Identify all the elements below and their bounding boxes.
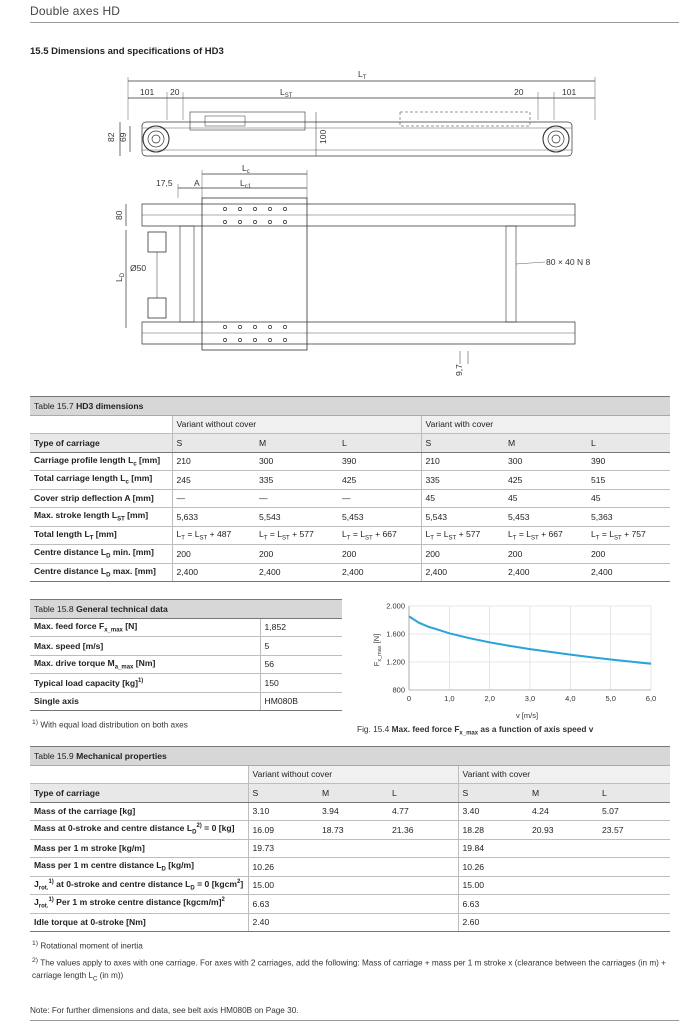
table-cell: 23.57 <box>598 821 670 840</box>
header-cell: S <box>248 784 318 803</box>
table-cell: 200 <box>504 545 587 564</box>
footer-note: Note: For further dimensions and data, see belt axis HM080B on Page 30. <box>30 1006 299 1015</box>
footnote-2: $^{2)}$ The values apply to axes with one carriage. For axes with 2 carriages, add the following: Mass of carriage + mass per 1 m stroke x (clearance between the carriages (in m) + carriage length $L_C$ (in m)) <box>32 957 666 983</box>
table-cell: 200 <box>421 545 504 564</box>
header-cell: M <box>318 784 388 803</box>
dim-lc1: $L_{c1}$ <box>240 178 252 190</box>
table-cell: 200 <box>172 545 255 564</box>
y-tick-label: 1.200 <box>386 657 405 667</box>
group-without-cover: Variant without cover <box>172 415 421 434</box>
dim-20-right: 20 <box>514 87 524 97</box>
x-tick-label: 5,0 <box>605 694 616 703</box>
table-cell: 245 <box>172 471 255 490</box>
table-cell: 5.07 <box>598 802 670 821</box>
table-cell: 150 <box>260 674 342 693</box>
table-cell: 2,400 <box>587 563 670 582</box>
table-row <box>30 674 342 693</box>
table-cell: $L_T = L_{ST} + 667$ <box>338 526 421 545</box>
row-label: Centre distance $L_D$ min. [mm] <box>30 545 172 564</box>
table-cell: 300 <box>255 452 338 471</box>
dim-lc: $L_c$ <box>242 163 250 175</box>
table-cell: 19.73 <box>248 839 458 858</box>
row-label: Centre distance $L_D$ max. [mm] <box>30 563 172 582</box>
figure-caption <box>357 724 593 737</box>
table-cell: 10.26 <box>458 858 670 877</box>
dim-17-5: 17,5 <box>156 178 173 188</box>
footnote-mark: 1) <box>32 940 39 947</box>
footnote-text: With equal load distribution on both axes <box>40 720 188 730</box>
table-row <box>30 618 342 637</box>
row-label: Cover strip deflection A [mm] <box>30 489 172 508</box>
group-row <box>30 415 670 434</box>
x-tick-label: 4,0 <box>565 694 576 703</box>
table-cell: $L_T = L_{ST} + 487$ <box>172 526 255 545</box>
footnote-mark: 2) <box>32 957 39 964</box>
table-cell: 3.40 <box>458 802 528 821</box>
row-label: Total carriage length $L_c$ [mm] <box>30 471 172 490</box>
row-label: Max. stroke length $L_{ST}$ [mm] <box>30 508 172 527</box>
table-cell: 45 <box>421 489 504 508</box>
table-cell: 210 <box>421 452 504 471</box>
table-cell: 2,400 <box>504 563 587 582</box>
table-row <box>30 858 670 877</box>
group-with-cover: Variant with cover <box>421 415 670 434</box>
table-cell: 18.73 <box>318 821 388 840</box>
table-cell: 425 <box>504 471 587 490</box>
header-cell: L <box>388 784 458 803</box>
header-row <box>30 434 670 453</box>
table-cell: 4.24 <box>528 802 598 821</box>
table-cell: 20.93 <box>528 821 598 840</box>
table-cell: $L_T = L_{ST} + 757$ <box>587 526 670 545</box>
table-row <box>30 637 342 656</box>
table-general-technical-data <box>30 599 342 711</box>
table-cell: 5,543 <box>255 508 338 527</box>
header-rule <box>30 22 679 23</box>
table-row <box>30 655 342 674</box>
footnote-1 <box>32 940 143 951</box>
caption-number: Table 15.8 <box>34 603 74 614</box>
table-cell: 6.63 <box>248 895 458 914</box>
table-cell: 515 <box>587 471 670 490</box>
table-row <box>30 876 670 895</box>
table-cell: 5,633 <box>172 508 255 527</box>
dim-101-left: 101 <box>140 87 155 97</box>
table-cell: 200 <box>338 545 421 564</box>
table-cell: — <box>255 489 338 508</box>
table-row <box>30 895 670 914</box>
group-with-cover: Variant with cover <box>458 765 670 784</box>
dim-20-left: 20 <box>170 87 180 97</box>
table-cell: 1,852 <box>260 618 342 637</box>
row-label: Typical load capacity [kg]$^{1)}$ <box>30 674 260 693</box>
table-row <box>30 526 670 545</box>
table-cell: 200 <box>587 545 670 564</box>
table-cell: 425 <box>338 471 421 490</box>
table-cell: — <box>338 489 421 508</box>
row-label: Single axis <box>30 692 260 711</box>
table-cell: 15.00 <box>248 876 458 895</box>
table-cell: 5,453 <box>338 508 421 527</box>
table-cell: 300 <box>504 452 587 471</box>
table-cell: 2,400 <box>172 563 255 582</box>
header-cell: M <box>255 434 338 453</box>
header-label: Type of carriage <box>30 784 248 803</box>
table-row <box>30 545 670 564</box>
table-cell: 15.00 <box>458 876 670 895</box>
technical-drawing <box>30 64 679 382</box>
table-cell: 45 <box>587 489 670 508</box>
table-cell: 16.09 <box>248 821 318 840</box>
table-cell: 200 <box>255 545 338 564</box>
dim-lt: $L_T$ <box>358 69 367 81</box>
figure-number: Fig. 15.4 <box>357 724 390 734</box>
row-label: Idle torque at 0-stroke [Nm] <box>30 913 248 932</box>
table-cell: 56 <box>260 655 342 674</box>
dim-80: 80 <box>114 210 124 220</box>
row-label: Mass of the carriage [kg] <box>30 802 248 821</box>
caption-title: HD3 dimensions <box>76 400 144 411</box>
row-label: Mass per 1 m stroke [kg/m] <box>30 839 248 858</box>
caption-number: Table 15.9 <box>34 750 74 761</box>
table-caption <box>30 747 670 766</box>
row-label: Mass per 1 m centre distance $L_D$ [kg/m] <box>30 858 248 877</box>
row-label: Carriage profile length $L_c$ [mm] <box>30 452 172 471</box>
table-cell: 2.40 <box>248 913 458 932</box>
table-row <box>30 913 670 932</box>
footer-rule <box>30 1020 679 1021</box>
header-row <box>30 784 670 803</box>
table-row <box>30 692 342 711</box>
header-cell: L <box>338 434 421 453</box>
table-cell: 10.26 <box>248 858 458 877</box>
row-label: Max. speed [m/s] <box>30 637 260 656</box>
footnote-t158 <box>32 719 188 730</box>
y-axis-label: $F_{x\_max}$ [N] <box>372 633 383 667</box>
table-cell: 335 <box>255 471 338 490</box>
group-without-cover: Variant without cover <box>248 765 458 784</box>
row-label: Max. drive torque $M_{a\_max}$ [Nm] <box>30 655 260 674</box>
row-label: Max. feed force $F_{x\_max}$ [N] <box>30 618 260 637</box>
caption-number: Table 15.7 <box>34 400 74 411</box>
group-row <box>30 765 670 784</box>
caption-title: Mechanical properties <box>76 750 167 761</box>
table-row <box>30 452 670 471</box>
dim-9-7: 9,7 <box>454 364 464 376</box>
table-row <box>30 821 670 840</box>
table-cell: 5,453 <box>504 508 587 527</box>
header-cell: L <box>598 784 670 803</box>
y-tick-label: 800 <box>392 685 405 695</box>
header-cell: S <box>421 434 504 453</box>
row-label: Mass at 0-stroke and centre distance $L_D^{2)} = 0$ [kg] <box>30 821 248 840</box>
chart-feed-force <box>357 598 673 722</box>
table-row <box>30 508 670 527</box>
row-label: $J_{rot.}^{1)}$ at 0-stroke and centre distance $L_D = 0$ [kgcm$^2$] <box>30 876 248 895</box>
x-tick-label: 3,0 <box>524 694 536 703</box>
header-cell: S <box>172 434 255 453</box>
footnote-text: The values apply to axes with one carriage. For axes with 2 carriages, add the following: Mass of carriage + mass per 1 m stroke x (clearance between the carriages (in m) + <box>40 958 666 968</box>
row-label: Total length $L_T$ [mm] <box>30 526 172 545</box>
y-tick-label: 1.600 <box>386 629 405 639</box>
header-cell: L <box>587 434 670 453</box>
dim-101-right: 101 <box>562 87 577 97</box>
table-cell: 2,400 <box>421 563 504 582</box>
table-cell: 5,543 <box>421 508 504 527</box>
table-row <box>30 563 670 582</box>
dim-69: 69 <box>118 132 128 142</box>
dim-82: 82 <box>106 132 116 142</box>
table-cell: 18.28 <box>458 821 528 840</box>
table-cell: 2,400 <box>338 563 421 582</box>
section-title: 15.5 Dimensions and specifications of HD3 <box>30 46 224 57</box>
table-cell: $L_T = L_{ST} + 667$ <box>504 526 587 545</box>
header-label: Type of carriage <box>30 434 172 453</box>
row-label: $J_{rot.}^{1)}$ Per 1 m stroke centre distance [kgcm/m]$^2$ <box>30 895 248 914</box>
figure-title: Max. feed force $F_{x\_max}$ as a function of axis speed v <box>391 724 594 737</box>
table-row <box>30 489 670 508</box>
table-row <box>30 839 670 858</box>
table-cell: 3.10 <box>248 802 318 821</box>
table-cell: 45 <box>504 489 587 508</box>
table-cell: 5,363 <box>587 508 670 527</box>
table-cell: 2.60 <box>458 913 670 932</box>
table-cell: — <box>172 489 255 508</box>
header-cell: M <box>528 784 598 803</box>
x-tick-label: 0 <box>406 694 412 703</box>
footnote-mark: 1) <box>32 719 39 726</box>
table-cell: 335 <box>421 471 504 490</box>
dim-lst: $L_{ST}$ <box>280 87 293 99</box>
x-tick-label: 2,0 <box>484 694 495 703</box>
table-hd3-dimensions <box>30 396 670 582</box>
table-caption <box>30 397 670 416</box>
table-cell: 4.77 <box>388 802 458 821</box>
table-caption <box>30 600 342 619</box>
table-mechanical-properties <box>30 746 670 932</box>
table-row <box>30 802 670 821</box>
table-cell: 2,400 <box>255 563 338 582</box>
profile-label: 80 × 40 N 8 <box>546 257 591 267</box>
table-cell: 21.36 <box>388 821 458 840</box>
table-row <box>30 471 670 490</box>
header-cell: M <box>504 434 587 453</box>
x-tick-label: 1,0 <box>444 694 455 703</box>
header-cell: S <box>458 784 528 803</box>
caption-title: General technical data <box>76 603 168 614</box>
table-cell: 390 <box>587 452 670 471</box>
dim-ld: $L_D$ <box>114 272 126 282</box>
footnote-text: Rotational moment of inertia <box>40 941 143 951</box>
table-cell: 19.84 <box>458 839 670 858</box>
table-cell: HM080B <box>260 692 342 711</box>
y-tick-label: 2.000 <box>386 601 405 611</box>
running-header: Double axes HD <box>30 4 121 18</box>
table-cell: 3.94 <box>318 802 388 821</box>
table-cell: $L_T = L_{ST} + 577$ <box>255 526 338 545</box>
table-cell: 390 <box>338 452 421 471</box>
table-cell: 5 <box>260 637 342 656</box>
dim-d50: Ø50 <box>130 263 147 273</box>
table-cell: 210 <box>172 452 255 471</box>
dim-a: A <box>194 178 200 188</box>
x-axis-label: v [m/s] <box>515 711 539 720</box>
table-cell: 6.63 <box>458 895 670 914</box>
table-cell: $L_T = L_{ST} + 577$ <box>421 526 504 545</box>
x-tick-label: 6,0 <box>645 694 657 703</box>
dim-100: 100 <box>318 129 328 144</box>
